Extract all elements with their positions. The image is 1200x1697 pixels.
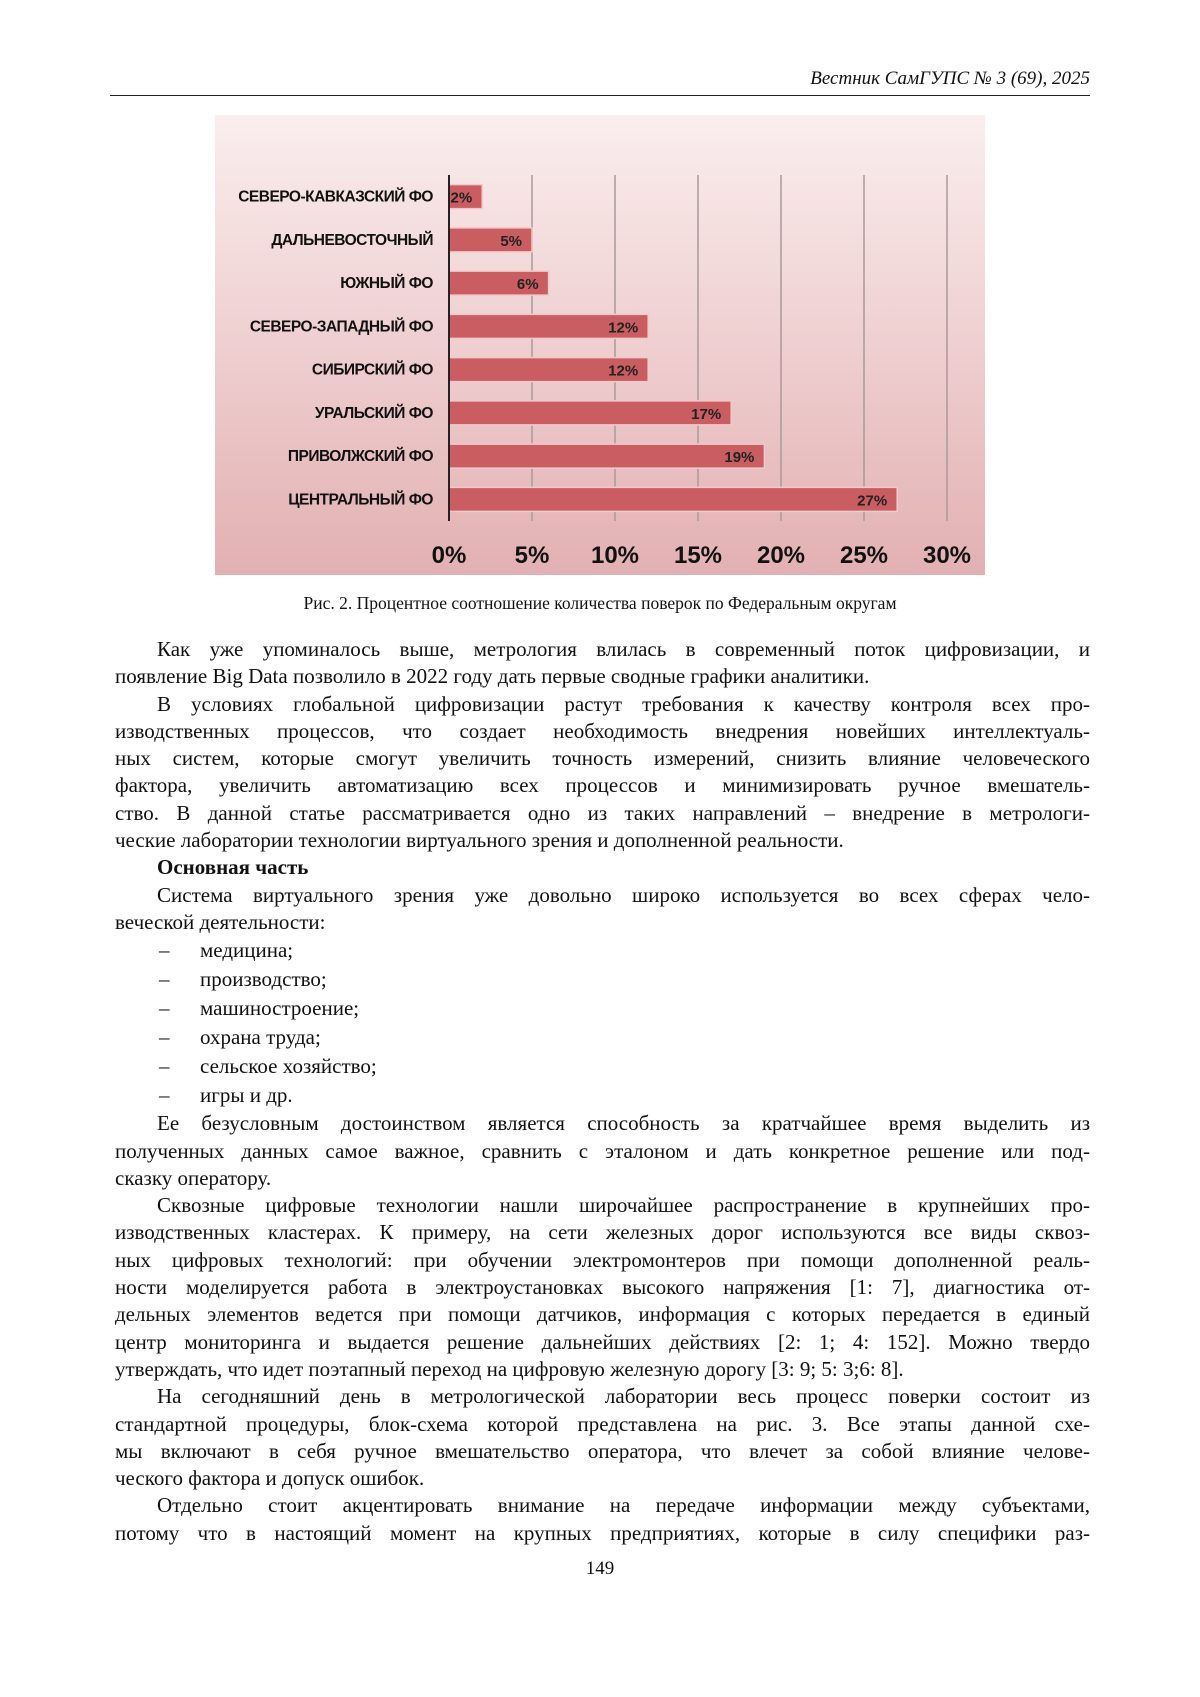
list-item-text: сельское хозяйство; [200,1054,377,1079]
paragraph-line: веческой деятельности: [115,909,326,934]
header-rule [110,95,1090,96]
list-item-text: игры и др. [200,1083,293,1108]
x-tick-label: 10% [590,542,640,569]
bar-value-label: 19% [724,449,755,467]
list-item [115,1052,1090,1081]
section-heading: Основная часть [157,855,309,880]
category-label: ПРИВОЛЖСКИЙ ФО [287,448,433,466]
chart-svg [215,115,985,575]
paragraph-line: ности моделируется работа в электроустановках высокого напряжения [1: 7], диагностика от- [115,1275,1090,1300]
figure-caption: Рис. 2. Процентное соотношение количества поверок по Федеральным округам [303,593,897,613]
page-number: 149 [585,1558,615,1579]
list-item [115,936,1090,965]
x-tick-label: 25% [839,542,889,569]
list-item-text: медицина; [200,938,294,963]
paragraph-line: Ее безусловным достоинством является способность за кратчайшее время выделить из [157,1111,1090,1136]
paragraph-line: На сегодняшний день в метрологической лаборатории весь процесс поверки состоит из [157,1384,1090,1409]
bar [449,401,731,425]
bar-chart [215,115,985,575]
list-item-text: производство; [200,967,327,992]
bar [449,444,764,468]
paragraph-line: ческие лаборатории технологии виртуального зрения и дополненной реальности. [115,828,844,853]
paragraph-line: изводственных процессов, что создает необходимость внедрения новейших интеллектуаль- [115,718,1090,743]
category-label: СЕВЕРО-КАВКАЗСКИЙ ФО [238,188,433,206]
paragraph-line: Система виртуального зрения уже довольно широко используется во всех сферах чело- [157,882,1090,907]
category-label: ЦЕНТРАЛЬНЫЙ ФО [288,491,433,509]
list-dash: – [159,938,170,963]
list-item-text: охрана труда; [200,1025,321,1050]
category-label: УРАЛЬСКИЙ ФО [314,404,433,422]
paragraph-line: ных систем, которые смогут увеличить точность измерений, снизить влияние человеческого [115,746,1090,771]
paragraph-line: центр мониторинга и выдается решение дальнейших действиях [2: 1; 4: 152]. Можно твердо [115,1329,1090,1354]
journal-header: Вестник СамГУПС № 3 (69), 2025 [810,68,1090,89]
paragraph-line: появление Big Data позволило в 2022 году дать первые сводные графики аналитики. [115,664,870,689]
list-dash: – [159,1054,170,1079]
list-item [115,965,1090,994]
article-body [115,636,1090,1547]
category-label: ЮЖНЫЙ ФО [340,275,433,293]
x-tick-label: 20% [756,542,806,569]
paragraph-line: полученных данных самое важное, сравнить с эталоном и дать конкретное решение или под- [115,1138,1090,1163]
bar-value-label: 2% [450,189,473,207]
list-item [115,1023,1090,1052]
paragraph-line: Как уже упоминалось выше, метрология влилась в современный поток цифровизации, и [157,637,1090,661]
list-dash: – [159,1025,170,1050]
bar [449,487,897,511]
paragraph-line: стандартной процедуры, блок-схема которой представлена на рис. 3. Все этапы данной схе- [115,1411,1090,1436]
bar-value-label: 6% [516,276,539,294]
x-tick-label: 0% [431,542,467,569]
list-item-text: машиностроение; [200,996,360,1021]
x-tick-label: 15% [673,542,723,569]
bar-value-label: 27% [857,492,888,510]
paragraph-line: дельных элементов ведется при помощи датчиков, информация с которых передается в единый [115,1302,1090,1327]
list-dash: – [159,967,170,992]
paragraph-line: утверждать, что идет поэтапный переход на цифровую железную дорогу [3: 9; 5: 3;6: 8]. [115,1356,904,1381]
list-item [115,1081,1090,1110]
list-item [115,994,1090,1023]
paragraph-line: Отдельно стоит акцентировать внимание на передаче информации между субъектами, [157,1493,1090,1518]
paragraph-line: ческого фактора и допуск ошибок. [115,1466,425,1491]
bar-value-label: 17% [691,405,722,423]
paragraph-line: мы включают в себя ручное вмешательство оператора, что влечет за собой влияние челове- [115,1438,1090,1463]
bar-value-label: 12% [608,362,639,380]
paragraph-line: ство. В данной статье рассматривается одно из таких направлений – внедрение в метрологи- [115,800,1090,825]
bar-value-label: 12% [608,319,639,337]
bar-value-label: 5% [500,232,522,250]
paragraph-line: изводственных кластерах. К примеру, на сети железных дорог используются все виды сквоз- [115,1220,1090,1245]
paragraph-line: потому что в настоящий момент на крупных предприятиях, которые в силу специфики раз- [115,1520,1090,1545]
paragraph-line: В условиях глобальной цифровизации растут требования к качеству контроля всех про- [157,691,1090,716]
paragraph-line: сказку оператору. [115,1165,272,1190]
list-dash: – [159,996,170,1021]
paragraph-line: Сквозные цифровые технологии нашли широчайшее распространение в крупнейших про- [157,1193,1090,1218]
x-tick-label: 5% [514,542,550,569]
list-dash: – [159,1083,170,1108]
category-label: СЕВЕРО-ЗАПАДНЫЙ ФО [249,318,433,336]
paragraph-line: ных цифровых технологий: при обучении электромонтеров при помощи дополненной реаль- [115,1247,1090,1272]
category-label: ДАЛЬНЕВОСТОЧНЫЙ [271,231,433,249]
paragraph-line: фактора, увеличить автоматизацию всех процессов и минимизировать ручное вмешатель- [115,773,1090,798]
x-tick-label: 30% [922,542,972,569]
category-label: СИБИРСКИЙ ФО [311,361,433,379]
